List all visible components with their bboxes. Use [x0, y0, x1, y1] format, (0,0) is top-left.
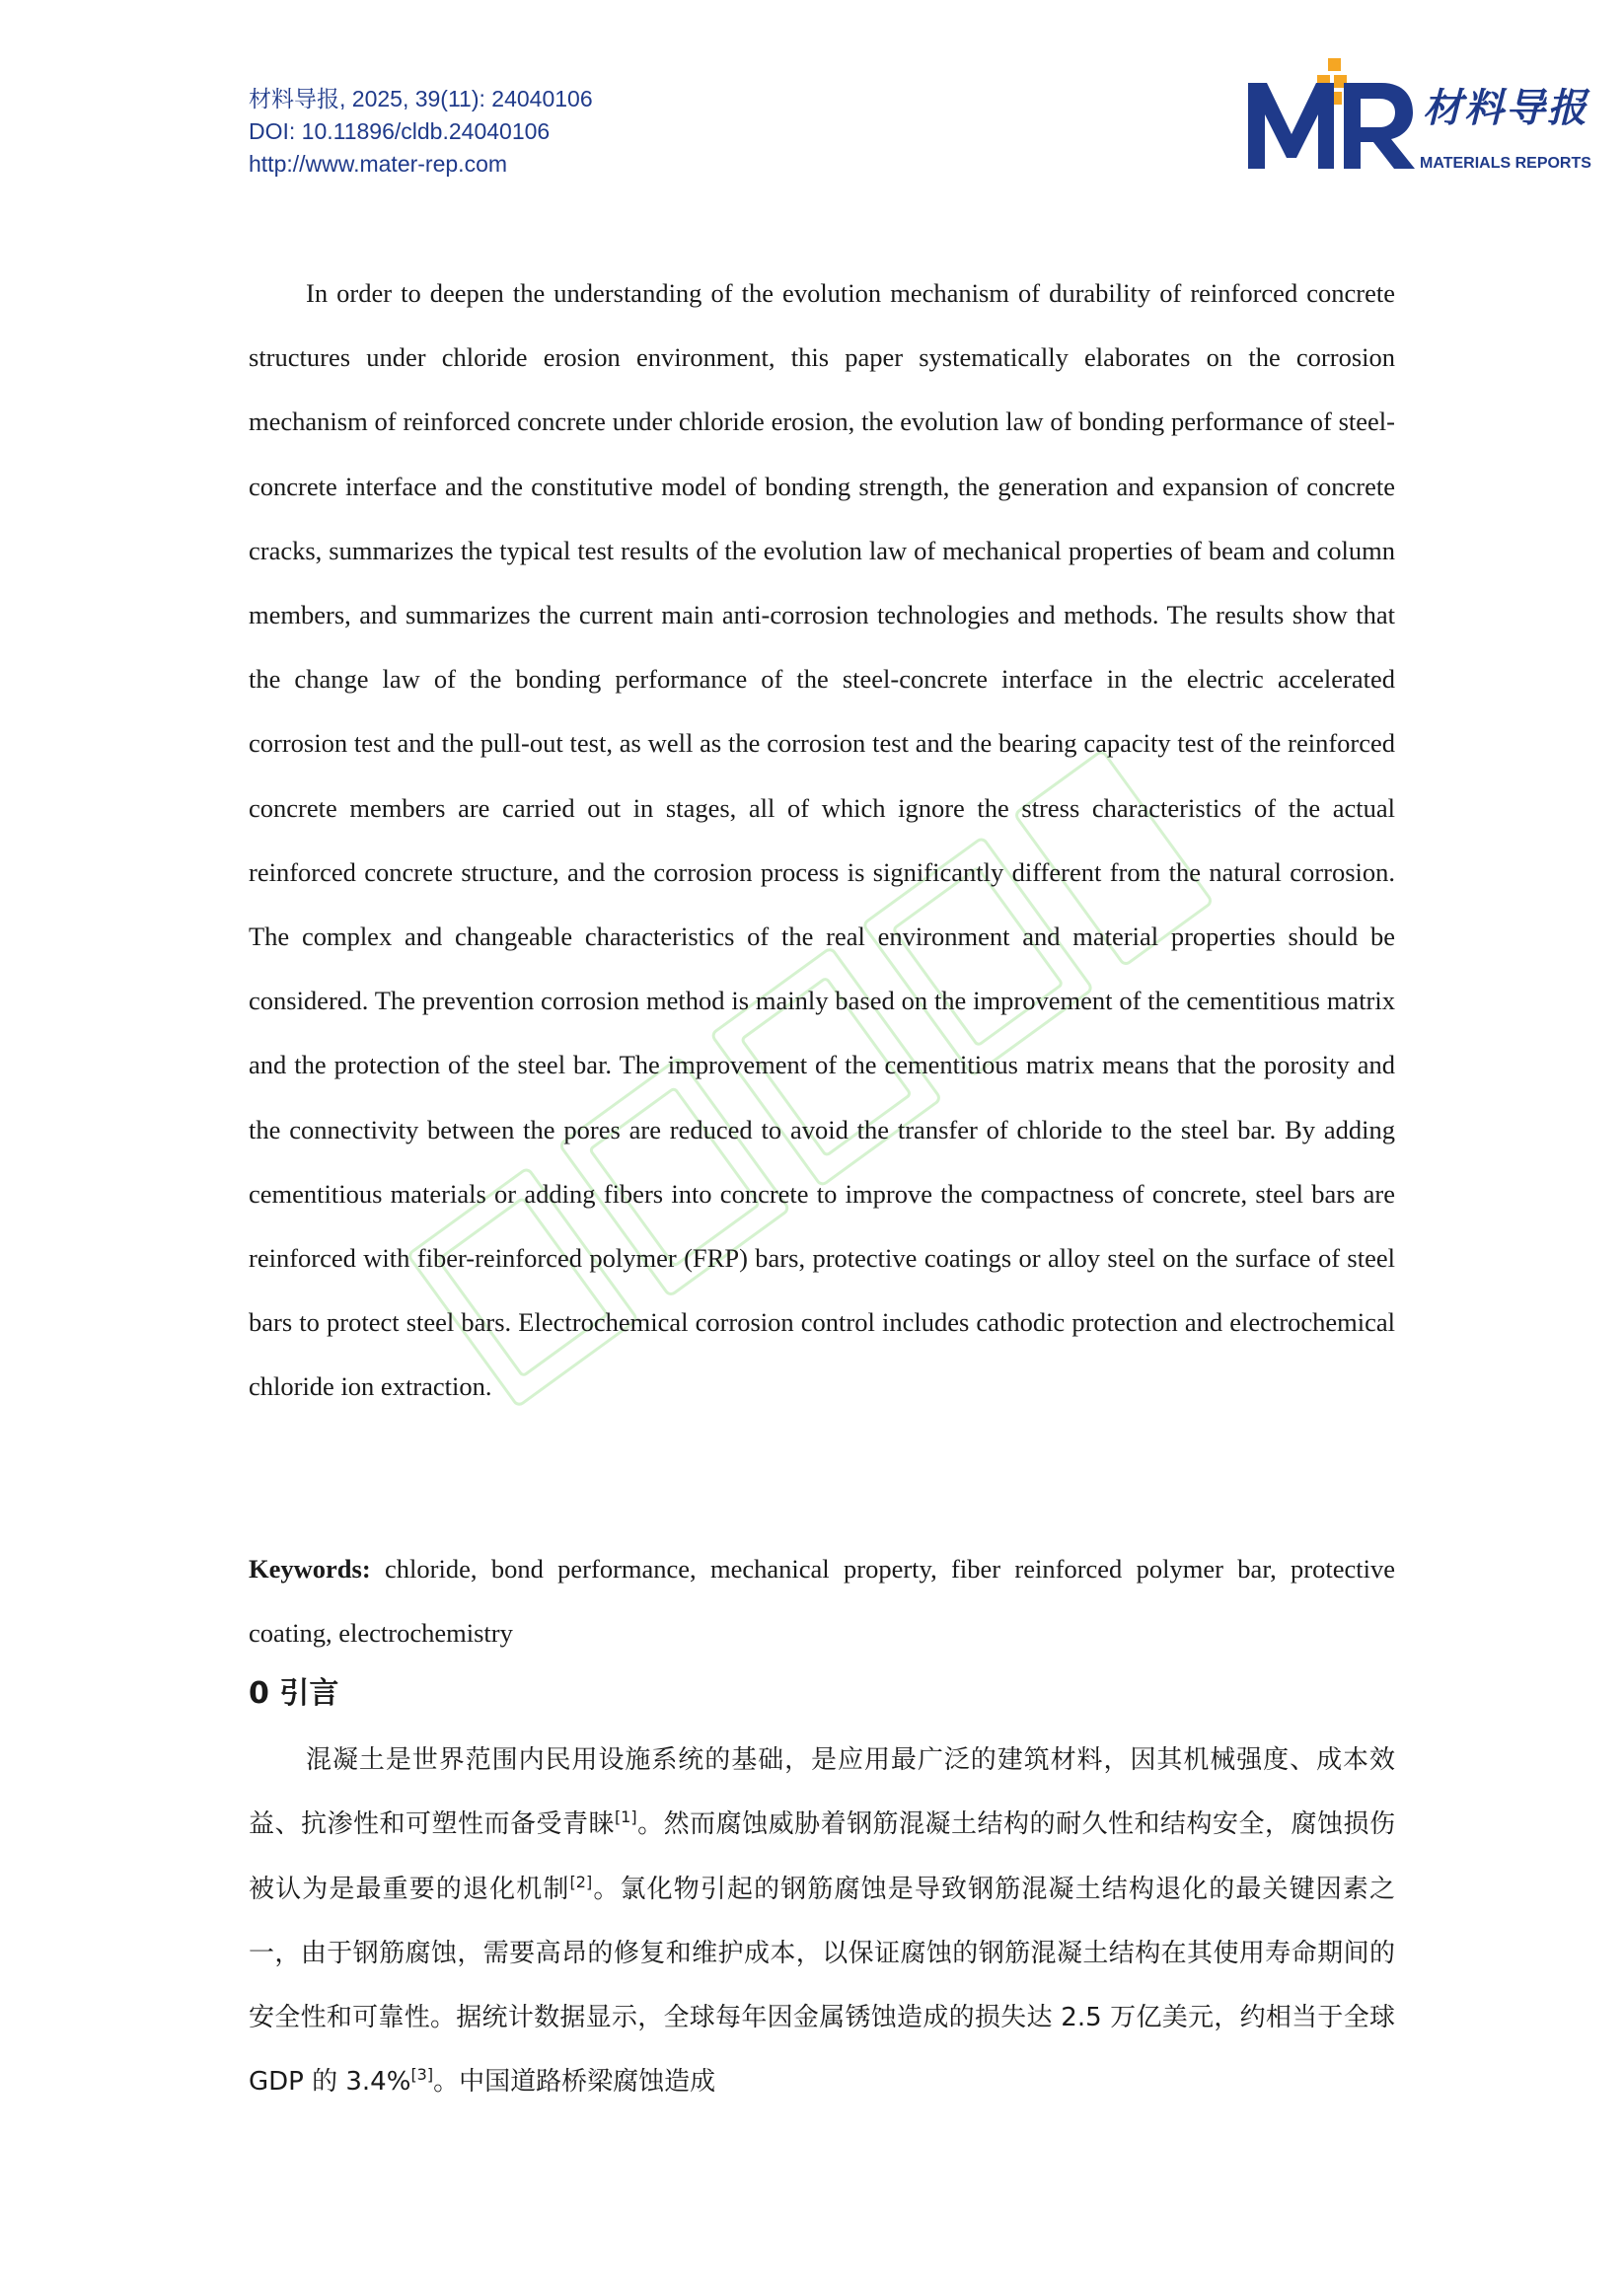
citation-header: [249, 83, 593, 181]
reference-1[interactable]: [1]: [614, 1807, 637, 1827]
intro-text-3: 。氯化物引起的钢筋腐蚀是导致钢筋混凝土结构退化的最关键因素之一，由于钢筋腐蚀，需要高昂的修复和维护成本，以保证腐蚀的钢筋混凝土结构在其使用寿命期间的安全性和可靠性。据统计数据显示，全球每年因金属锈蚀造成的损失达 2.5 万亿美元，约相当于全球 GDP 的 3.4%: [249, 1874, 1395, 2098]
introduction-paragraph: [249, 1729, 1395, 2115]
english-abstract: In order to deepen the understanding of the evolution mechanism of durability of reinforced concrete structures under chloride erosion environment, this paper systematically elaborates on the corrosion mechanism of reinforced concrete under chloride erosion, the evolution law of bonding performance of steel-concrete interface and the constitutive model of bonding strength, the generation and expansion of concrete cracks, summarizes the typical test results of the evolution law of mechanical properties of beam and column members, and summarizes the current main anti-corrosion technologies and methods. The results show that the change law of the bonding performance of the steel-concrete interface in the electric accelerated corrosion test and the pull-out test, as well as the corrosion test and the bearing capacity test of the reinforced concrete members are carried out in stages, all of which ignore the stress characteristics of the actual reinforced concrete structure, and the corrosion process is significantly different from the natural corrosion. The complex and changeable characteristics of the real environment and material properties should be considered. The prevention corrosion method is mainly based on the improvement of the cementitious matrix and the protection of the steel bar. The improvement of the cementitious matrix means that the porosity and the connectivity between the pores are reduced to avoid the transfer of chloride to the steel bar. By adding cementitious materials or adding fibers into concrete to improve the compactness of concrete, steel bars are reinforced with fiber-reinforced polymer (FRP) bars, protective coatings or alloy steel on the surface of steel bars to protect steel bars. Electrochemical corrosion control includes cathodic protection and electrochemical chloride ion extraction.: [249, 278, 1395, 1402]
journal-logo: [1245, 55, 1600, 174]
journal-url[interactable]: http://www.mater-rep.com: [249, 151, 508, 177]
mr-logo-mark: [1245, 55, 1418, 174]
logo-english-name: MATERIALS REPORTS: [1420, 155, 1591, 172]
intro-text-1: 混凝土是世界范围内民用设施系统的基础，是应用最广泛的建筑材料，因其机械强度、成本效益、抗渗性和可塑性而备受青睐: [249, 1745, 1395, 1840]
keywords-list: chloride, bond performance, mechanical property, fiber reinforced polymer bar, protective coating, electrochemistry: [249, 1554, 1396, 1649]
reference-2[interactable]: [2]: [569, 1872, 593, 1891]
section-heading-introduction: 0 引言: [249, 1676, 339, 1711]
intro-text-2: 。然而腐蚀威胁着钢筋混凝土结构的耐久性和结构安全，腐蚀损伤被认为是最重要的退化机制: [249, 1809, 1395, 1904]
intro-text-4: 。中国道路桥梁腐蚀造成: [433, 2067, 716, 2098]
logo-chinese-name: 材料导报: [1423, 85, 1588, 131]
keywords-label: Keywords:: [249, 1554, 371, 1584]
journal-citation: 材料导报, 2025, 39(11): 24040106: [249, 86, 593, 111]
doi: DOI: 10.11896/cldb.24040106: [249, 118, 551, 144]
reference-3[interactable]: [3]: [410, 2065, 434, 2085]
keywords: [249, 1537, 1395, 1665]
